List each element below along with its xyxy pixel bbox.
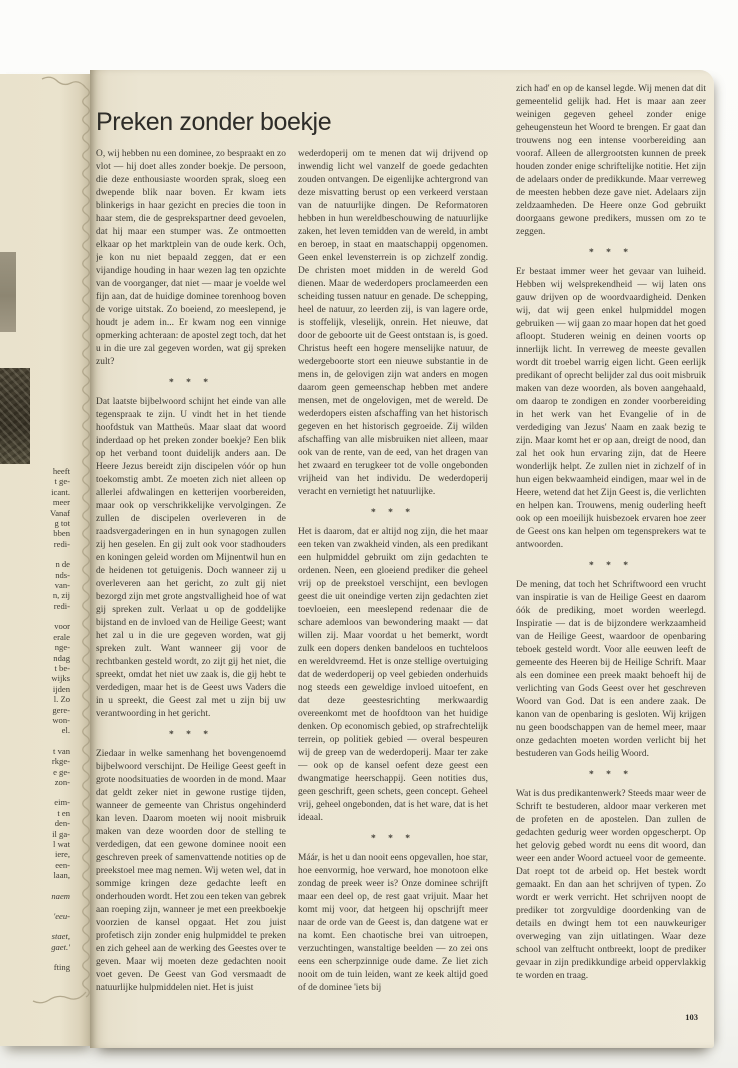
torn-page-text-fragment: iere, — [54, 849, 70, 860]
torn-page-text-fragment: rkge- — [51, 756, 70, 767]
body-paragraph: De mening, dat toch het Schriftwoord een vrucht van inspiratie is van de Heilige Geest en daarom óók de prediking, moet worden weerlegd. Inspiratie — dat is de bijzondere werkzaamheid van de Heilige Geest, waardoor de openbaring teboek gesteld wordt. Voor alle eeuwen leeft de gemeente des Heeren bij de Heilige Schrift. Maar als een dominee een preek maakt behoeft hij de verlichting van Gods Geest over het geschreven Woord van God. Dat is een andere zaak. De kanon van de openbaring is gesloten. Wij krijgen nu geen boodschappen van de hemel meer, maar onze gedachten moeten worden verlicht bij het bestuderen van Gods heilig Woord. — [516, 580, 706, 759]
torn-page-text-fragment: g tot — [54, 518, 70, 529]
body-paragraph: zich had' en op de kansel legde. Wij menen dat dit gemeentelid gelijk had. Het is maar aan zeer weinigen gegeven geheel zonder enige geheugensteun het Woord te brengen. Er gaat dan trouwens nog een intense voorbereiding aan vooraf. Alleen de allergrootsten kunnen de preek houden zonder enige schriftelijke notitie. Het zijn de adelaars onder de predikkunde. Maar verreweg de meesten hebben deze gave niet. Adelaars zijn zeldzaamheden. De Heere onze God gebruikt doorgaans gewone predikers, mussen om zo te zeggen. — [516, 84, 706, 237]
torn-page-text-fragment: laan, — [53, 870, 70, 881]
magazine-page — [90, 70, 714, 1048]
deckle-edge-icon — [40, 74, 96, 1046]
torn-page-text-fragment: 'eeu- — [53, 911, 70, 922]
body-paragraph: wederdoperij om te menen dat wij drijvend op inwendig licht wel vanzelf de goede gedachten zouden ontvangen. De eigenlijke achtergrond van deze misvatting berust op een verkeerd verstaan van de natuurlijke dingen. De Reformatoren hebben in hun wereldbeschouwing de natuurlijke zaken, het leven temidden van de wereld, in ambt en beroep, in staat en maatschappij opgenomen. Geen enkel levensterrein is op zichzelf zondig. De christen moet midden in de wereld God dienen. Maar de wederdopers proclameerden een scheiding tussen natuur en genade. De schepping, heel de natuur, zo leerden zij, is van lagere orde, is stoffelijk, vleselijk, onrein. Het nieuwe, dat door de geboorte uit de Geest ontstaan is, is goed. Christus heeft een hogere menselijke natuur, de wedergeboorte stort een nieuwe substantie in de mens in, de gelovigen zijn wat anders en mogen daarom geen gemeenschap hebben met andere mensen, met de ongelovigen, met de wereld. De wederdopers eisten afschaffing van het historisch gegeven en het historisch gegroeide. Zij wilden afschaffing van alle misbruiken niet alleen, maar ook van de rente, van de eed, van het dragen van het zwaard en terugkeer tot de volle ongebonden vrijheid van het individu. De wederdoperij veracht en vernietigt het natuurlijke. — [298, 149, 488, 497]
torn-page-text-fragment: e ge- — [53, 766, 70, 777]
torn-page-text-fragment: meer — [52, 497, 70, 508]
torn-page-text-fragment: gere- — [52, 704, 70, 715]
torn-page-text-fragment: redi- — [53, 538, 70, 549]
torn-page-text-fragment: bben — [53, 528, 70, 539]
torn-page-text-fragment: l wat — [53, 839, 70, 849]
text-column-1 — [96, 148, 286, 1006]
torn-page-text-fragment: n de — [55, 559, 70, 570]
torn-page-text-fragment: nds- — [55, 569, 70, 580]
torn-page-text-fragment: gaet.' — [51, 941, 70, 952]
torn-page-text-fragment: heeft — [52, 466, 70, 476]
section-separator: * * * — [589, 248, 633, 258]
body-paragraph: Wat is dus predikantenwerk? Steeds maar weer de Schrift te bestuderen, aldoor maar verkeren met de profeten en de apostelen. Dan zullen de gedachten gedurig weer worden opgescherpt. Op het gelovig gebed wordt nu eens dit woord, dan weer een ander Woord actueel voor de gemeente. Dat roept tot de arbeid op. Het bestek wordt gemaakt. En dan aan het schrijven of typen. Zo wordt er werk verricht. Het schrijven noopt de prediker tot zorgvuldige doordenking van de details en dwingt hem tot een nauwkeuriger overweging van zijn uitlatingen. Waar deze school van zelftucht ontbreekt, loopt de prediker gevaar in zijn predikkundige arbeid oppervlakkig te worden en traag. — [516, 789, 706, 981]
body-paragraph: Ziedaar in welke samenhang het bovengenoemd bijbelwoord verschijnt. De Heilige Geest geeft in grote noodsituaties de woorden in de mond. Maar dat geldt zeker niet in gewone rustige tijden, wanneer de gemeente van Christus ongehinderd kan leven. Daarom moeten wij nooit misbruik maken van deze woorden door de stelling te verdedigen, dat een gewone dominee nooit een geschreven preek of samenvattende notities op de preekstoel mee mag nemen. Wij weten wel, dat in sommige kringen deze gedachte leeft en onderhouden wordt. Het zou een teken van gebrek aan roeping zijn, wanneer je met een preekboekje voorzien de kansel opgaat. Het zou juist profetisch zijn zonder enig hulpmiddel te preken en zich geheel aan de werking des Geestes over te geven. Maar wij moeten deze gedachten nooit voet geven. De Geest van God versmaadt de natuurlijke hulpmiddelen niet. Het is juist — [96, 749, 286, 993]
photo-fragment — [0, 252, 16, 332]
torn-page-text-fragment: n, zij — [52, 590, 70, 601]
torn-page-text-fragment: eim- — [54, 797, 70, 808]
torn-page-text-fragment: ijden — [52, 683, 70, 694]
torn-page-text-fragment: l. Zo — [53, 694, 70, 705]
torn-page-text-fragment: t en — [57, 807, 70, 818]
torn-page-text-fragment: den- — [54, 818, 70, 829]
section-separator: * * * — [371, 834, 415, 844]
torn-page-text-fragment: erale — [53, 631, 70, 642]
section-separator: * * * — [589, 561, 633, 571]
torn-page-text-fragment: zon- — [54, 776, 70, 787]
torn-page-text-fragment: van- — [54, 580, 70, 591]
torn-page-text-fragment: voor — [54, 621, 70, 632]
body-paragraph: Het is daarom, dat er altijd nog zijn, die het maar een teken van zwakheid vinden, als een predikant een hulpmiddel gebruikt om zijn gedachten te ordenen. Neen, een gloeiend prediker die geheel vrij op de preekstoel verschijnt, een bevlogen geest die uit oneindige verten zijn gedachten ziet toevloeien, een meeslepend redenaar die de schare ademloos van bewondering maakt — dat willen zij. Maar voordat u het bemerkt, wordt zulk een dopers denken bandeloos en tuchteloos en wereldvreemd. Het is onze stellige overtuiging dat de wederdoperij op veel gebieden onderhuids nog steeds een geweldige invloed uitoefent, en dat deze geestesrichting merkwaardig overeenkomt met de hoofdtoon van het huidige denken. Op economisch gebied, op strafrechtelijk terrein, op politiek gebied — overal bespeuren wij de greep van de wederdoperij. Maar ter zake — ook op de kansel oefent deze geest een dwangmatige heerschappij. Geen notities dus, geen geschrift, geen schets, geen concept. Geheel vrij, geheel ongebonden, dat is het ware, dat is het ideaal. — [298, 527, 488, 823]
text-column-3 — [516, 83, 706, 1008]
torn-page-edge — [0, 74, 96, 1046]
torn-page-text-fragment: il ga- — [52, 828, 70, 839]
torn-page-text-fragment: ndag — [53, 652, 70, 663]
torn-page-text-fragment: icant. — [51, 486, 70, 497]
torn-page-text-fragment: t be- — [54, 662, 70, 673]
torn-page-text-fragment: nge- — [54, 642, 70, 653]
body-paragraph: Máár, is het u dan nooit eens opgevallen, hoe star, hoe eenvormig, hoe verward, hoe monotoon elke zondag de preek weer is? Onze dominee schrijft maar een deel op, de rest gaat vrijuit. Maar het komt mij voor, dat hetgeen hij opschrijft meer naar de orde van de Geest is, dan datgene wat er na komt. Een chaotische brei van uitroepen, verzuchtingen, wanstaltige beelden — zo zei ons eens een scherpzinnige oude dame. Ze liet zich nooit om de tuin leiden, want ze keek altijd goed of de dominee 'iets bij — [298, 853, 488, 993]
body-paragraph: Er bestaat immer weer het gevaar van luiheid. Hebben wij welsprekendheid — wij laten ons gauw drijven op de woordvaardigheid. Denken wij, dat wij geen enkel hulpmiddel mogen gebruiken — wij gaan zo maar hopen dat het goed afloopt. Studeren weinig en deinen voorts op innerlijk licht. In verreweg de meeste gevallen wordt dit troebel warrig eigen licht. Geen eerlijk predikant of oprecht belijder zal dus ooit misbruik maken van deze woorden, als boven aangehaald, om daarop te zondigen en zonder voorbereiding in het werk van het Evangelie of in de verdediging van Jezus' Naam en zaak bezig te zijn. Maar komt het er op aan, dreigt de nood, dan zal het ook hun ervaring zijn, dat de Heere wonderlijk helpt. Ze zullen niet in zichzelf of in hun eigen bekwaamheid eindigen, maar wel in de Heere, wetend dat het Zijn Geest is, die verlichten en helpen kan. Trouwens, menig ouderling heeft ook op een moeilijk huisbezoek ervaren hoe zeer de Geest ons kan helpen om tegensprekers wat te antwoorden. — [516, 267, 706, 550]
torn-page-text-fragment: staet, — [51, 931, 70, 942]
page-title: Preken zonder boekje — [96, 108, 332, 136]
torn-page-text-fragment: el. — [61, 725, 70, 736]
text-column-2 — [298, 148, 488, 1006]
page-number: 103 — [685, 1012, 698, 1022]
photo-fragment — [0, 368, 30, 464]
torn-page-text-fragment: Vanaf — [49, 507, 70, 518]
torn-page-text-fragment: een- — [55, 859, 70, 870]
torn-page-text-fragment: redi- — [53, 600, 70, 611]
section-separator: * * * — [169, 378, 213, 388]
torn-page-text-fragment: t van — [53, 745, 70, 756]
section-separator: * * * — [371, 508, 415, 518]
torn-page-text-fragment: fting — [53, 962, 70, 973]
body-paragraph: Dat laatste bijbelwoord schijnt het einde van alle tegenspraak te zijn. U vindt het in het tiende hoofdstuk van Mattheüs. Maar slaat dat woord inderdaad op het preken zonder boekje? Een blik op het verband toont duidelijk anders aan. De Heere Jezus bereidt zijn discipelen vóór op hun toekomstig ambt. Ze moeten zich niet alleen op allerlei afdwalingen en ketterijen voorbereiden, maar ook op verschrikkelijke vervolgingen. Ze zullen de discipelen overleveren in de raadsvergaderingen en in hun synagogen zullen zij hen geselen. En gij zult ook voor stadhouders en koningen geleid worden om Mijnentwil hun en de heidenen tot getuigenis. Doch wanneer zij u overleveren aan het gericht, zo zult gij niet bezorgd zijn met grote angstvalligheid hoe of wat gij spreken zult. Verlaat u op de goddelijke bijstand en de invloed van de Heilige Geest; want het zal u in die ure gegeven worden, wat gij spreken zult. Want wanneer gij voor de rechtbanken gesteld wordt, zo zijt gij het niet, die spreekt, omdat het niet uw zaak is, die gij hebt te verdedigen, maar het is de Geest uws Vaders die in u spreekt, die Geest zal met u zijn bij uw verantwoording in het gericht. — [96, 397, 286, 719]
section-separator: * * * — [169, 730, 213, 740]
body-paragraph: O, wij hebben nu een dominee, zo bespraakt en zo vlot — hij doet alles zonder boekje. De persoon, die deze enthousiaste woorden sprak, sloeg een dwepende blik naar boven. Er kwam iets blinkerigs in haar gezicht en precies die toon in haar stem, die de gesprekspartner deed gevoelen, dat hij maar een stumper was. Ze ontmoetten elkaar op het marktplein van de oude kerk. Och, je kon nu niet bepaald zeggen, dat er een vijandige houding in haar wezen lag ten opzichte van de voorganger, dat niet — maar je voelde wel fijn aan, dat de huidige dominee torenhoog boven de vorige uitstak. Zo boeiend, zo meeslepend, je houdt je adem in... Er kwam nog een vinnige opmerking achteraan: de apostel zegt toch, dat het u in die ure zal gegeven worden, wat gij spreken zult? — [96, 149, 286, 367]
torn-page-text-fragment: t ge- — [54, 476, 70, 487]
torn-page-text-fragment: wijks — [51, 673, 70, 684]
torn-page-text-fragment: won- — [52, 714, 70, 725]
section-separator: * * * — [589, 770, 633, 780]
torn-page-text-fragment: naem — [51, 890, 70, 901]
